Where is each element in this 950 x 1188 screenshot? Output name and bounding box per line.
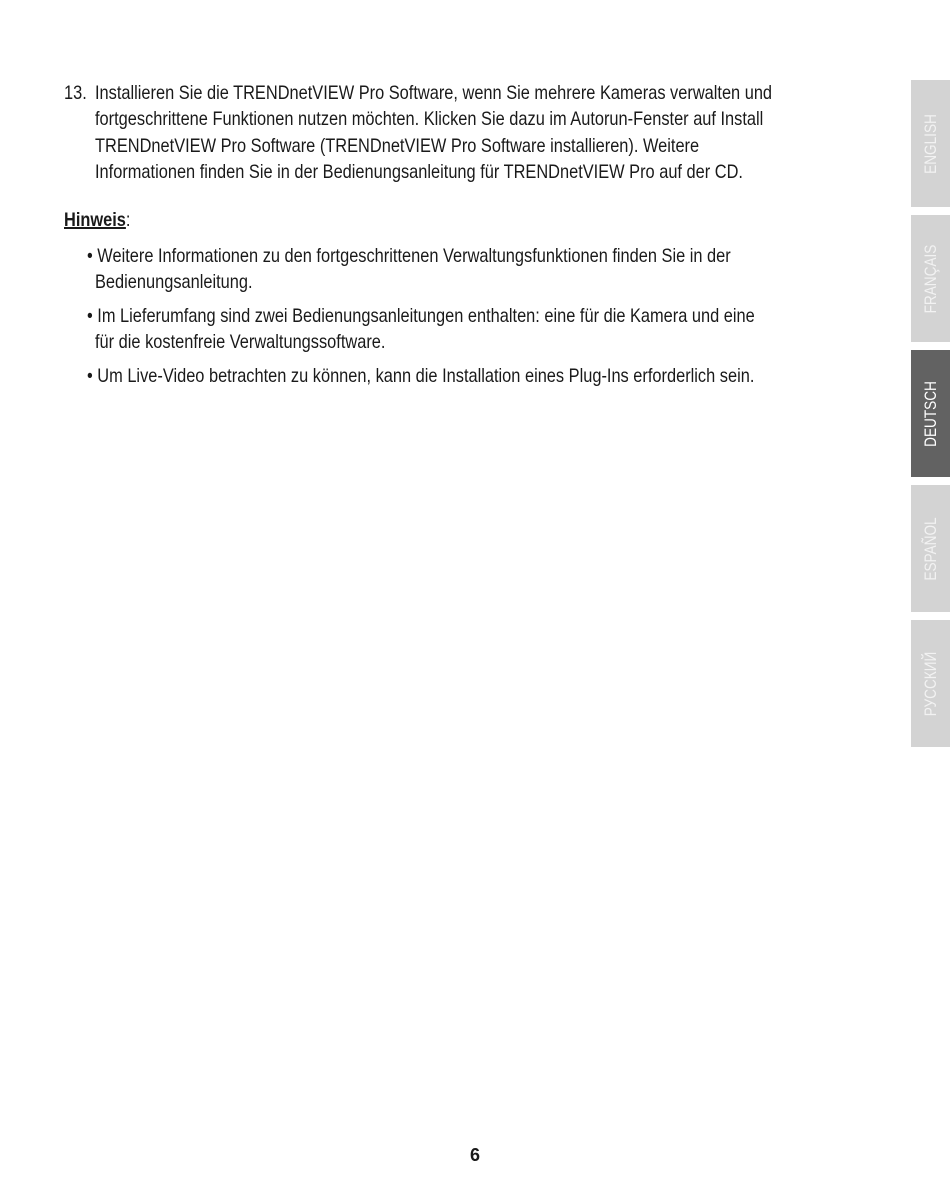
step-text-line: fortgeschrittene Funktionen nutzen möchten. Klicken Sie dazu im Autorun-Fenster auf Install	[95, 108, 764, 130]
note-heading: Hinweis:	[64, 209, 131, 231]
bullet-item-cont: für die kostenfreie Verwaltungssoftware.	[95, 331, 386, 353]
bullet-item: • Weitere Informationen zu den fortgeschrittenen Verwaltungsfunktionen finden Sie in der	[87, 245, 731, 267]
tab-deutsch[interactable]: DEUTSCH	[911, 350, 950, 477]
tab-russian[interactable]: РУССКИЙ	[911, 620, 950, 747]
tab-english[interactable]: ENGLISH	[911, 80, 950, 207]
step-text-line: Informationen finden Sie in der Bedienungsanleitung für TRENDnetVIEW Pro auf der CD.	[95, 161, 743, 183]
step-text-line: TRENDnetVIEW Pro Software (TRENDnetVIEW Pro Software installieren). Weitere	[95, 135, 700, 157]
tab-francais[interactable]: FRANÇAIS	[911, 215, 950, 342]
tab-espanol[interactable]: ESPAÑOL	[911, 485, 950, 612]
page-number: 6	[469, 1145, 480, 1165]
bullet-item: • Um Live-Video betrachten zu können, kann die Installation eines Plug-Ins erforderlich sein.	[87, 365, 755, 387]
step-number: 13.	[64, 82, 87, 104]
bullet-item: • Im Lieferumfang sind zwei Bedienungsanleitungen enthalten: eine für die Kamera und eine	[87, 305, 755, 327]
bullet-item-cont: Bedienungsanleitung.	[95, 271, 253, 293]
step-text-line: Installieren Sie die TRENDnetVIEW Pro Software, wenn Sie mehrere Kameras verwalten und	[95, 82, 773, 104]
